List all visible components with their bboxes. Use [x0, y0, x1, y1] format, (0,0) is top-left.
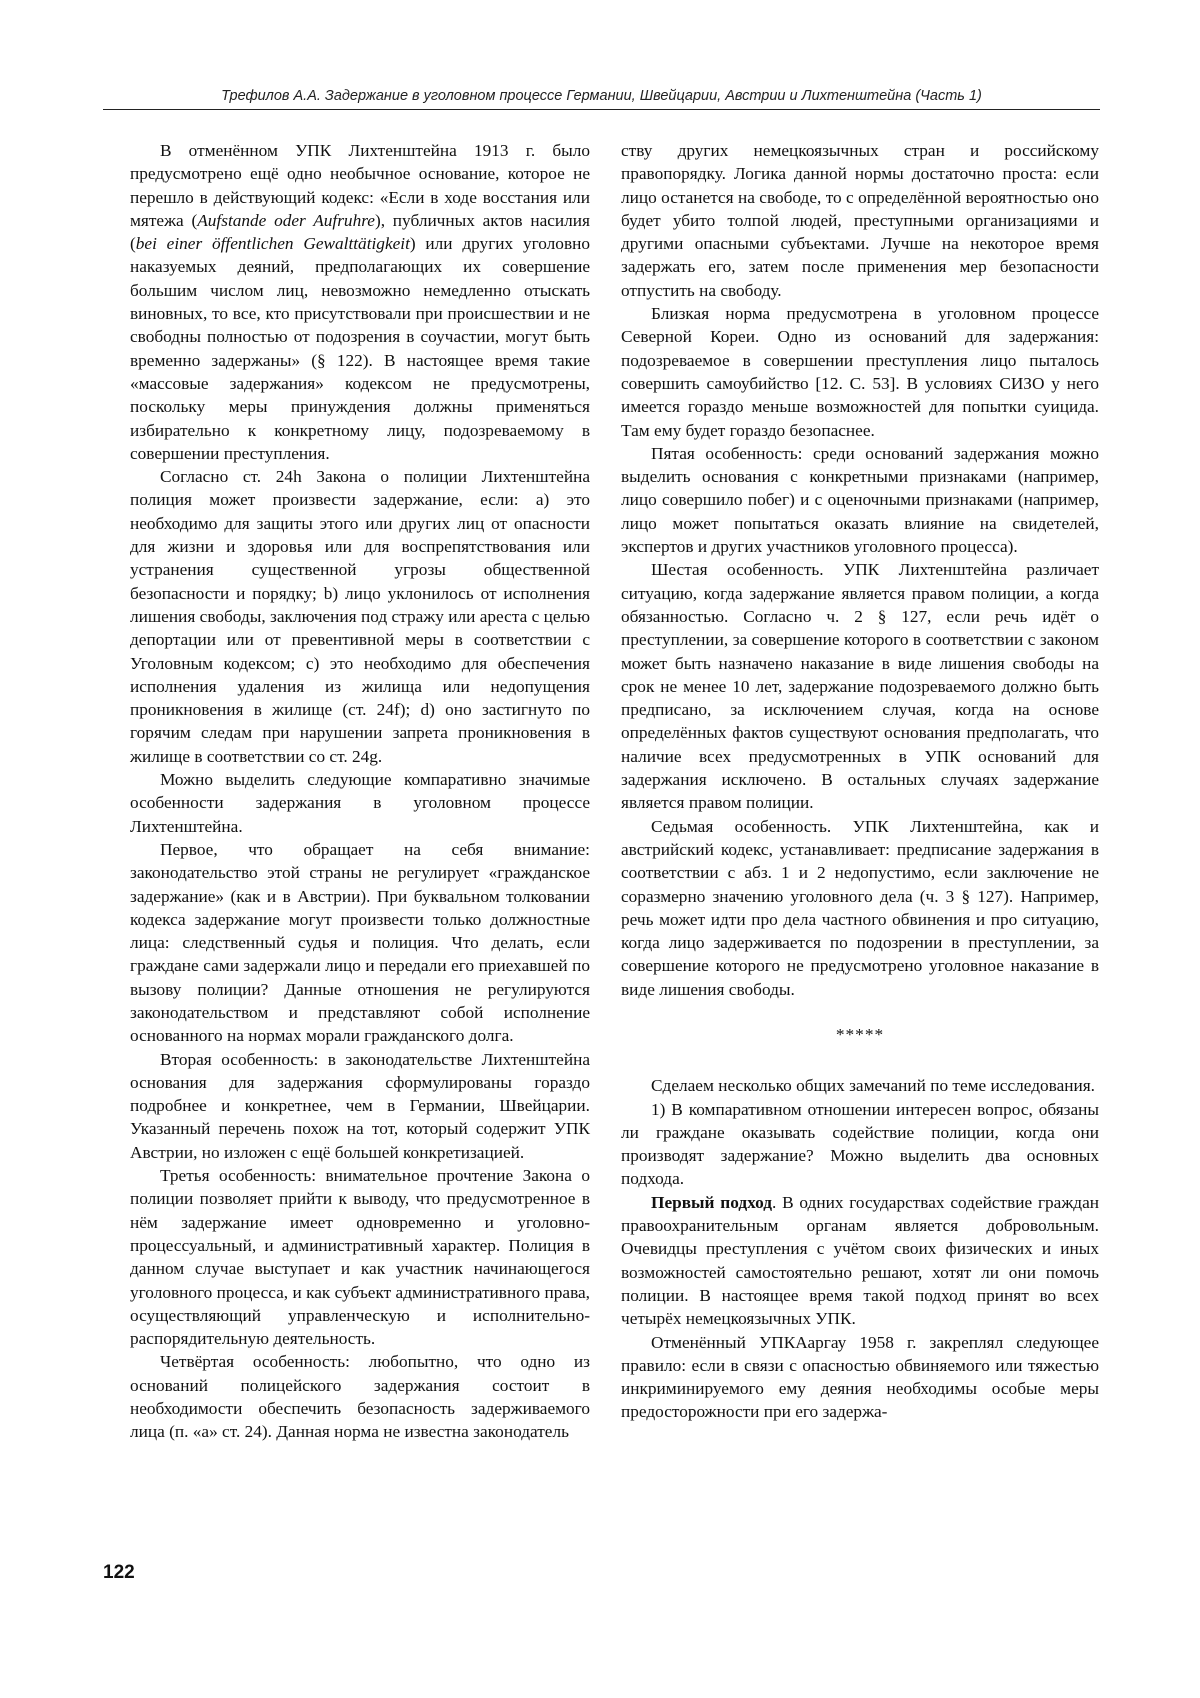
paragraph	[130, 139, 590, 465]
paragraph: Четвёртая особенность: любопытно, что одно из оснований полицейского задержания состоит в необходимости обеспечить безопасность задерживаемого лица (п. «а» ст. 24). Данная норма не известна законодатель	[130, 1352, 590, 1442]
text-run: . В одних государствах содействие граждан правоохранительным органам является добровольным. Очевидцы преступления с учётом своих физических и иных возможностей самостоятельно решают, хотят ли они помочь полиции. В настоящее время такой подход принят во всех четырёх немецкоязычных УПК.	[621, 1192, 1099, 1329]
right-column	[621, 139, 1099, 1424]
paragraph: Близкая норма предусмотрена в уголовном процессе Северной Кореи. Одно из оснований для задержания: подозреваемое в совершении преступления лицо пыталось совершить самоубийство [12. С. 53]. В условиях СИЗО у него имеется гораздо меньше возможностей для попытки суицида. Там ему будет гораздо безопаснее.	[621, 304, 1099, 440]
paragraph: Сделаем несколько общих замечаний по теме исследования.	[651, 1076, 1096, 1096]
running-header: Трефилов А.А. Задержание в уголовном процессе Германии, Швейцарии, Австрии и Лихтенштейна (Часть 1)	[221, 88, 982, 104]
bold-term: Первый подход	[651, 1192, 772, 1212]
paragraph: Можно выделить следующие компаративно значимые особенности задержания в уголовном процессе Лихтенштейна.	[130, 770, 590, 836]
page-number: 122	[103, 1562, 135, 1583]
paragraph: Седьмая особенность. УПК Лихтенштейна, как и австрийский кодекс, устанавливает: предписание задержания в соответствии с абз. 1 и 2 недопустимо, если заключение не соразмерно значению уголовного дела (ч. 3 § 127). Например, речь может идти про дела частного обвинения и про ситуацию, когда лицо задерживается по подозрении в преступлении, за совершение которого не предусмотрено уголовное наказание в виде лишения свободы.	[621, 816, 1099, 999]
left-column	[130, 139, 590, 1444]
german-term: Aufstande oder Aufruhre	[197, 210, 375, 230]
header-divider	[103, 109, 1100, 110]
section-separator: *****	[835, 1024, 885, 1044]
paragraph: Отменённый УПКАаргау 1958 г. закреплял следующее правило: если в связи с опасностью обвиняемого или тяжестью инкриминируемого ему деяния необходимы особые меры предосторожности при его задержа-	[621, 1332, 1099, 1422]
paragraph: 1) В компаративном отношении интересен вопрос, обязаны ли граждане оказывать содействие полиции, когда они производят задержание? Можно выделить два основных подхода.	[621, 1099, 1099, 1189]
paragraph	[621, 1191, 1099, 1331]
paragraph: Третья особенность: внимательное прочтение Закона о полиции позволяет прийти к выводу, что предусмотренное в нём задержание имеет одновременно и уголовно-процессуальный, и административный характер. Полиция в данном случае выступает и как участник начинающегося уголовного процесса, и как субъект административного права, осуществляющий управленческую и исполнительно-распорядительную деятельность.	[130, 1166, 590, 1349]
paragraph: Первое, что обращает на себя внимание: законодательство этой страны не регулирует «гражданское задержание» (как и в Австрии). При буквальном толковании кодекса задержание могут произвести только должностные лица: следственный судья и полиция. Что делать, если граждане сами задержали лицо и передали его приехавшей по вызову полиции? Данные отношения не регулируются законодательством и представляют собой исполнение основанного на нормах морали гражданского долга.	[130, 839, 590, 1046]
paragraph: Согласно ст. 24h Закона о полиции Лихтенштейна полиция может произвести задержание, если: a) это необходимо для защиты этого или других лиц от опасности для жизни и здоровья или для воспрепятствования или устранения существенной угрозы общественной безопасности и порядку; b) лицо уклонилось от исполнения лишения свободы, заключения под стражу или ареста с целью депортации или от превентивной меры в соответствии с Уголовным кодексом; c) это необходимо для обеспечения исполнения удаления из жилища или недопущения проникновения в жилище (ст. 24f); d) оно застигнуто по горячим следам при нарушении запрета проникновения в жилище в соответствии со ст. 24g.	[130, 467, 590, 766]
text-run: ) или других уголовно наказуемых деяний, предполагающих их совершение большим числом лиц, невозможно немедленно отыскать виновных, то все, кто присутствовали при происшествии и не свободны полностью от подозрения в соучастии, могут быть временно задержаны» (§ 122). В настоящее время такие «массовые задержания» кодексом не предусмотрены, поскольку меры принуждения должны применяться избирательно к конкретному лицу, подозреваемому в совершении преступления.	[130, 234, 590, 463]
text-run: В отменённом УПК Лихтенштейна 1913 г. было предусмотрено ещё одно необычное основание, которое не перешло в действующий кодекс: «Если в ходе восстания или мятежа (	[130, 141, 590, 230]
paragraph: Пятая особенность: среди оснований задержания можно выделить основания с конкретными признаками (например, лицо совершило побег) и с оценочными признаками (например, лицо может попытаться оказать влияние на свидетелей, экспертов и других участников уголовного процесса).	[621, 443, 1099, 557]
text-run: ), публичных актов насилия (	[130, 210, 590, 254]
german-term: bei einer öffentlichen Gewalttätigkeit	[135, 234, 410, 254]
paragraph: ству других немецкоязычных стран и российскому правопорядку. Логика данной нормы достаточно проста: если лицо останется на свободе, то с определённой вероятностью оно будет убито толпой людей, преступными организациями и другими опасными субъектами. Лучше на некоторое время задержать его, затем после применения мер безопасности отпустить на свободу.	[621, 141, 1099, 300]
paragraph: Шестая особенность. УПК Лихтенштейна различает ситуацию, когда задержание является правом полиции, а когда обязанностью. Согласно ч. 2 § 127, если речь идёт о преступлении, за совершение которого в соответствии с законом может быть назначено наказание в виде лишения свободы на срок не менее 10 лет, задержание подозреваемого должно быть предписано, за исключением случая, когда на основе определённых фактов существуют основания предполагать, что наличие всех предусмотренных в УПК оснований для задержания исключено. В остальных случаях задержание является правом полиции.	[621, 560, 1099, 813]
paragraph: Вторая особенность: в законодательстве Лихтенштейна основания для задержания сформулированы гораздо подробнее и конкретнее, чем в Германии, Швейцарии. Указанный перечень похож на тот, который содержит УПК Австрии, но изложен с ещё большей конкретизацией.	[130, 1049, 590, 1162]
